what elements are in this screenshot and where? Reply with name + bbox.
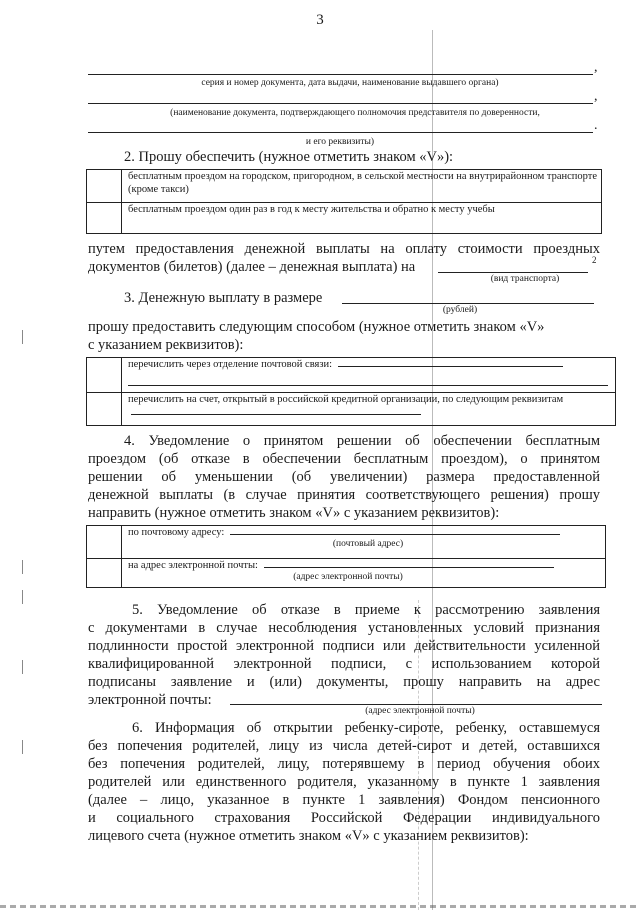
punctuation: , bbox=[594, 60, 598, 75]
postal-fill-line-2[interactable] bbox=[128, 371, 608, 386]
scan-bottom-edge bbox=[0, 905, 640, 908]
paragraph-line: направить (нужное отметить знаком «V» с указанием реквизитов): bbox=[88, 505, 500, 521]
footnote-marker: 2 bbox=[592, 255, 597, 265]
scan-margin-mark bbox=[22, 740, 23, 754]
page-number: 3 bbox=[316, 12, 324, 28]
scan-margin-mark bbox=[22, 560, 23, 574]
notify-postal-fill-line[interactable] bbox=[230, 534, 560, 535]
paragraph-line: прошу предоставить следующим способом (нужное отметить знаком «V» bbox=[88, 319, 545, 335]
paragraph-line: подписаны заявление и (или) документы, прошу направить на адрес bbox=[88, 674, 600, 690]
option-notify-email-cell bbox=[122, 559, 606, 588]
bank-fill-line[interactable] bbox=[131, 414, 421, 415]
option-city-transport: бесплатным проездом на городском, пригородном, в сельской местности на внутрирайонном транспорте (кроме такси) bbox=[122, 170, 602, 203]
option-yearly-trip: бесплатным проездом один раз в год к месту жительства и обратно к месту учебы bbox=[122, 203, 602, 234]
section2-options-table bbox=[86, 169, 602, 234]
field-caption: (рублей) bbox=[442, 305, 478, 315]
paragraph-line: электронной почты: bbox=[88, 692, 212, 708]
paragraph-line: и социального страхования Российской Федерации индивидуального bbox=[88, 810, 600, 826]
paragraph-line: проездом (об отказе в обеспечении бесплатным проездом), о принятом bbox=[88, 451, 600, 467]
transport-fill-line[interactable] bbox=[438, 272, 588, 273]
option-postal-cell bbox=[122, 358, 616, 393]
fill-line bbox=[88, 132, 593, 133]
field-caption: серия и номер документа, дата выдачи, наименование выдавшего органа) bbox=[201, 78, 499, 88]
paragraph-line: 5. Уведомление об отказе в приеме к рассмотрению заявления bbox=[132, 602, 600, 618]
punctuation: . bbox=[594, 118, 598, 133]
postal-fill-line[interactable] bbox=[338, 366, 563, 367]
paragraph-line: родителей или единственного родителя, указанному в пункте 1 заявления bbox=[88, 774, 600, 790]
notify-email-fill-line[interactable] bbox=[264, 567, 554, 568]
field-caption: (наименование документа, подтверждающего полномочия представителя по доверенности, bbox=[170, 108, 540, 118]
section4-options-table bbox=[86, 525, 606, 588]
scan-margin-mark bbox=[22, 590, 23, 604]
option-notify-postal: по почтовому адресу: bbox=[128, 527, 225, 538]
fill-line bbox=[88, 103, 593, 104]
option-postal: перечислить через отделение почтовой связи: bbox=[128, 359, 333, 370]
scan-margin-mark bbox=[22, 660, 23, 674]
paragraph-line: (далее – лицо, указанное в пункте 1 заявления) Фондом пенсионного bbox=[88, 792, 600, 808]
fill-line bbox=[88, 74, 593, 75]
section2-heading: 2. Прошу обеспечить (нужное отметить знаком «V»): bbox=[124, 149, 454, 165]
paragraph-line: путем предоставления денежной выплаты на оплату стоимости проездных bbox=[88, 241, 600, 257]
field-caption: и его реквизиты) bbox=[305, 137, 375, 147]
checkbox-postal[interactable] bbox=[87, 358, 122, 393]
option-bank-account: перечислить на счет, открытый в российской кредитной организации, по следующим реквизитам bbox=[128, 394, 564, 405]
paragraph-line: с указанием реквизитов): bbox=[88, 337, 244, 353]
field-caption: (адрес электронной почты) bbox=[293, 572, 403, 582]
checkbox-yearly-trip[interactable] bbox=[87, 203, 122, 234]
checkbox-bank-account[interactable] bbox=[87, 393, 122, 426]
checkbox-notify-email[interactable] bbox=[87, 559, 122, 588]
field-caption: (адрес электронной почты) bbox=[365, 706, 475, 716]
option-notify-postal-cell bbox=[122, 526, 606, 559]
paragraph-line: лицевого счета (нужное отметить знаком «V» с указанием реквизитов): bbox=[88, 828, 529, 844]
paragraph-line: документов (билетов) (далее – денежная выплата) на bbox=[88, 259, 416, 275]
field-caption: (почтовый адрес) bbox=[332, 539, 404, 549]
amount-fill-line[interactable] bbox=[342, 303, 594, 304]
option-bank-cell bbox=[122, 393, 616, 426]
paragraph-line: решении об уменьшении (об увеличении) размера предоставленной bbox=[88, 469, 600, 485]
option-notify-email: на адрес электронной почты: bbox=[128, 560, 258, 571]
paragraph-line: квалифицированной электронной подписи, с использованием которой bbox=[88, 656, 600, 672]
paragraph-line: без попечения родителей, лицу, потерявшему в период обучения обоих bbox=[88, 756, 600, 772]
paragraph-line: денежной выплаты (в случае принятия соответствующего решения) прошу bbox=[88, 487, 600, 503]
paragraph-line: 4. Уведомление о принятом решении об обеспечении бесплатным bbox=[124, 433, 600, 449]
email-fill-line[interactable] bbox=[230, 704, 602, 705]
paragraph-line: с документами в случае несоблюдения установленных условий признания bbox=[88, 620, 600, 636]
checkbox-notify-postal[interactable] bbox=[87, 526, 122, 559]
scan-margin-mark bbox=[22, 330, 23, 344]
checkbox-city-transport[interactable] bbox=[87, 170, 122, 203]
paragraph-line: 6. Информация об открытии ребенку-сироте, ребенку, оставшемуся bbox=[132, 720, 600, 736]
paragraph-line: без попечения родителей, лицу из числа детей-сирот и детей, оставшихся bbox=[88, 738, 600, 754]
field-caption: (вид транспорта) bbox=[490, 274, 560, 284]
paragraph-line: подлинности простой электронной подписи или действительности усиленной bbox=[88, 638, 600, 654]
section3-options-table bbox=[86, 357, 616, 426]
punctuation: , bbox=[594, 89, 598, 104]
section3-heading: 3. Денежную выплату в размере bbox=[124, 290, 323, 306]
